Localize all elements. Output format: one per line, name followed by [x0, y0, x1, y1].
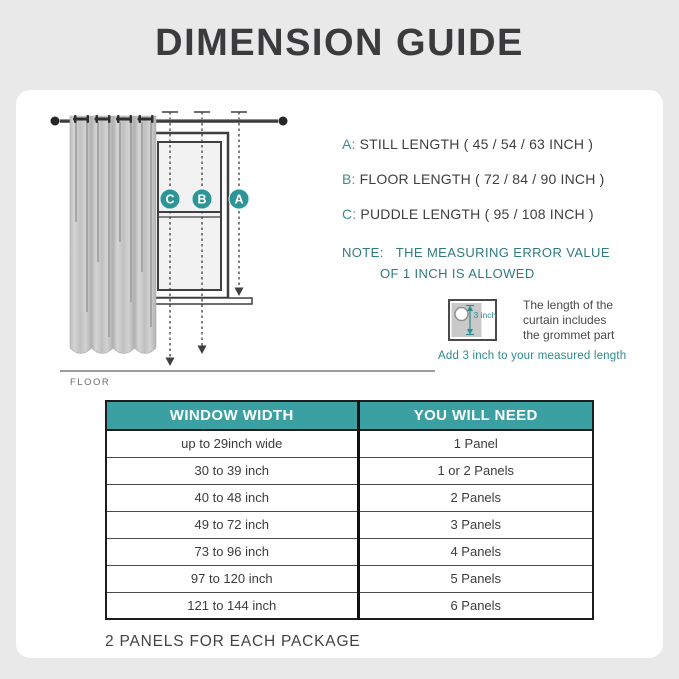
table-row: [106, 511, 593, 538]
window-width-cell: up to 29inch wide: [106, 430, 358, 457]
puddle-length-text: PUDDLE LENGTH ( 95 / 108 INCH ): [360, 206, 594, 222]
still-length-line: [342, 136, 593, 152]
note-line1: THE MEASURING ERROR VALUE: [395, 245, 610, 260]
table-row: [106, 592, 593, 619]
window-width-cell: 121 to 144 inch: [106, 592, 358, 619]
panels-needed-cell: 3 Panels: [358, 511, 593, 538]
content-card: [16, 90, 663, 658]
floor-length-line: [342, 171, 605, 187]
window-sill: [143, 298, 252, 304]
grommet-tip: Add 3 inch to your measured length: [438, 350, 627, 362]
marker-c-prefix: C:: [342, 206, 357, 222]
grommet-measure-box: [448, 299, 497, 341]
window-width-cell: 73 to 96 inch: [106, 538, 358, 565]
measuring-note: [342, 242, 610, 284]
marker-a-prefix: A:: [342, 136, 356, 152]
package-note: 2 PANELS FOR EACH PACKAGE: [105, 633, 361, 650]
panels-needed-cell: 1 or 2 Panels: [358, 457, 593, 484]
panels-needed-cell: 6 Panels: [358, 592, 593, 619]
panel-count-table: [105, 400, 594, 620]
curtain-fabric-swatch: [452, 303, 482, 337]
puddle-length-line: [342, 206, 594, 222]
note-line2: OF 1 INCH IS ALLOWED: [380, 266, 535, 281]
grommet-description: [523, 298, 614, 343]
panels-needed-cell: 4 Panels: [358, 538, 593, 565]
note-label: NOTE:: [342, 245, 384, 260]
window-width-cell: 40 to 48 inch: [106, 484, 358, 511]
table-row: [106, 430, 593, 457]
marker-badges: [160, 189, 249, 209]
grommet-measure-label: 3 inch: [473, 310, 497, 320]
grommet-desc-line1: The length of the: [523, 298, 614, 312]
still-length-text: STILL LENGTH ( 45 / 54 / 63 INCH ): [359, 136, 594, 152]
grommet-desc-line2: curtain includes: [523, 313, 607, 327]
marker-b-prefix: B:: [342, 171, 356, 187]
table-header-row: [106, 401, 593, 430]
marker-a-label: A: [234, 192, 244, 207]
panels-needed-cell: 5 Panels: [358, 565, 593, 592]
floor-label: FLOOR: [70, 377, 111, 388]
table-row: [106, 538, 593, 565]
floor-length-text: FLOOR LENGTH ( 72 / 84 / 90 INCH ): [359, 171, 605, 187]
table-row: [106, 565, 593, 592]
window-width-cell: 97 to 120 inch: [106, 565, 358, 592]
curtain-panel: [70, 115, 156, 354]
window-width-cell: 49 to 72 inch: [106, 511, 358, 538]
window-width-header: WINDOW WIDTH: [106, 401, 358, 430]
panels-needed-cell: 1 Panel: [358, 430, 593, 457]
marker-b-label: B: [197, 192, 207, 207]
table-row: [106, 457, 593, 484]
window: [143, 133, 252, 304]
rod-finial-left: [51, 117, 60, 126]
rod-finial-right: [279, 117, 288, 126]
panels-needed-cell: 2 Panels: [358, 484, 593, 511]
grommet-desc-line3: the grommet part: [523, 328, 615, 342]
grommet-ring: [455, 308, 468, 321]
marker-c-label: C: [165, 192, 175, 207]
you-will-need-header: YOU WILL NEED: [358, 401, 593, 430]
table-row: [106, 484, 593, 511]
window-width-cell: 30 to 39 inch: [106, 457, 358, 484]
page-title: DIMENSION GUIDE: [155, 22, 524, 64]
